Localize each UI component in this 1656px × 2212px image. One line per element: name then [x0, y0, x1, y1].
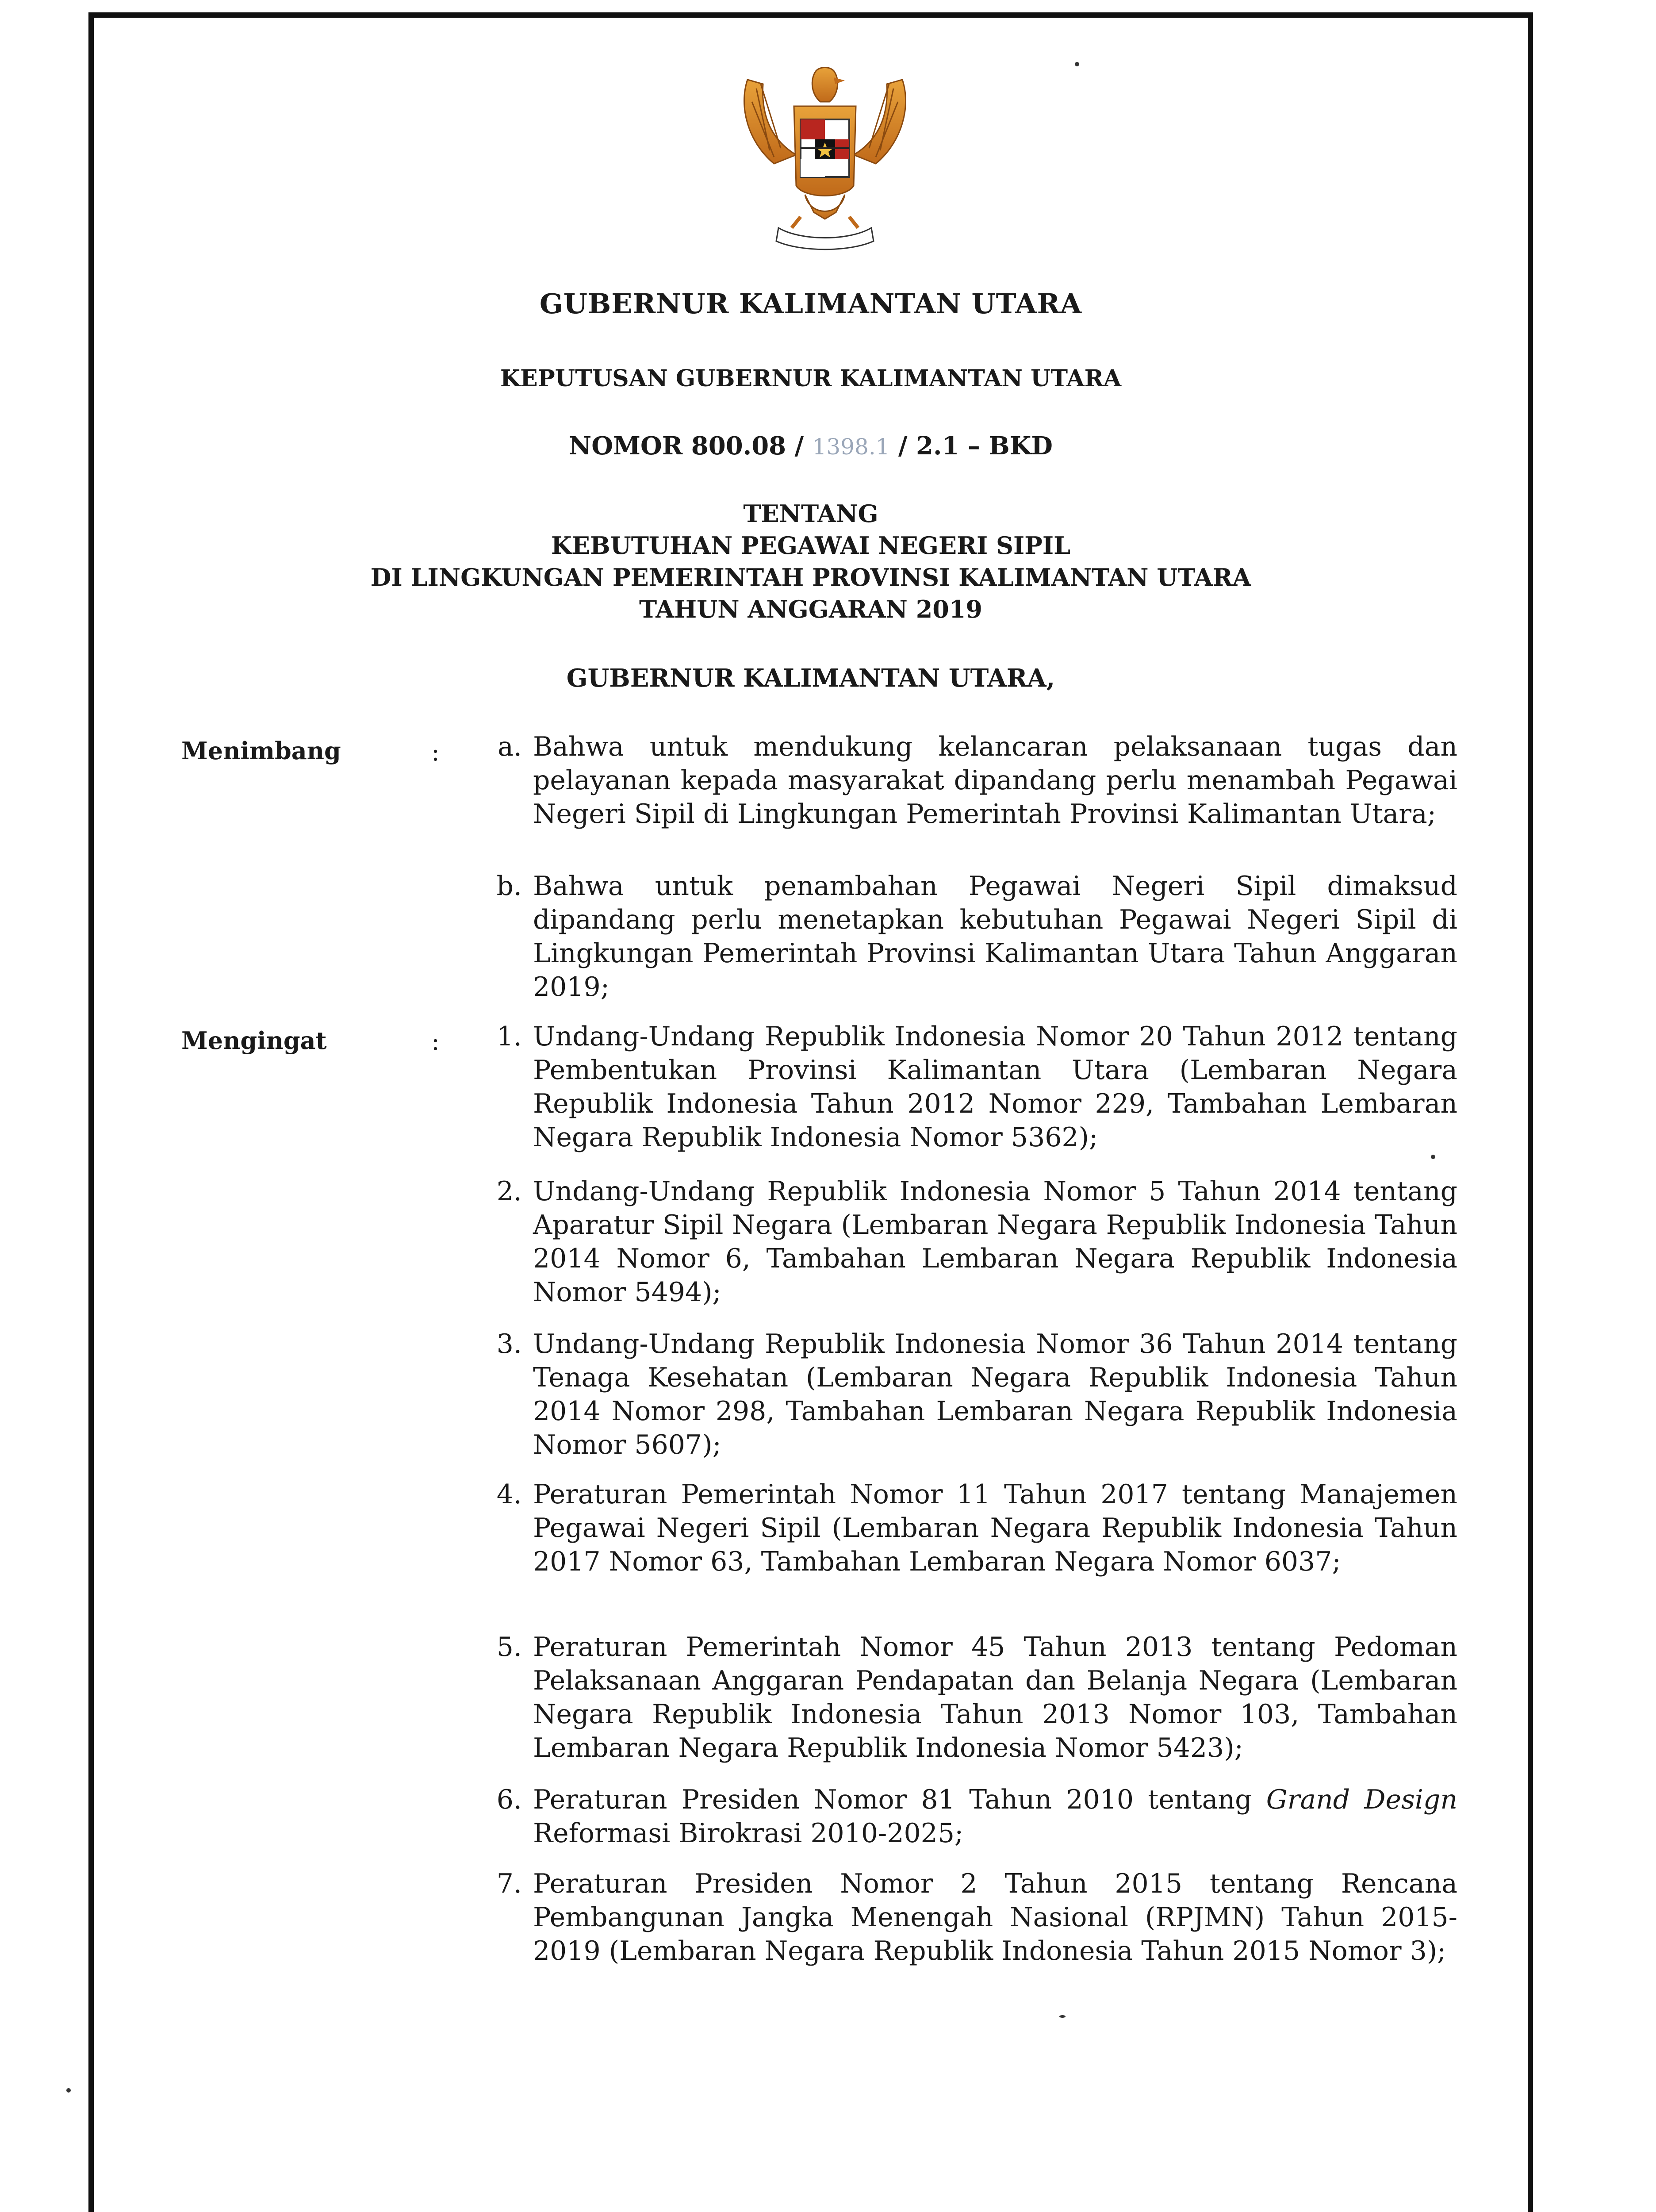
item-text-before: Peraturan Presiden Nomor 81 Tahun 2010 tentang: [533, 1784, 1252, 1815]
item-text: Peraturan Presiden Nomor 2 Tahun 2015 tentang Rencana Pembangunan Jangka Menengah Nasional (RPJMN) Tahun 2015-2019 (Lembaran Negara Republik Indonesia Tahun 2015 Nomor 3);: [533, 1868, 1457, 1966]
item-marker: 3.: [496, 1329, 522, 1359]
governor-closing: GUBERNUR KALIMANTAN UTARA,: [566, 664, 1055, 693]
scan-speck: [1059, 2015, 1066, 2018]
subject-line-3: TAHUN ANGGARAN 2019: [639, 595, 982, 623]
decree-number-suffix: / 2.1 – BKD: [898, 431, 1053, 461]
item-text: Undang-Undang Republik Indonesia Nomor 5 Tahun 2014 tentang Aparatur Sipil Negara (Lembaran Negara Republik Indonesia Tahun 2014 Nomor 6, Tambahan Lembaran Negara Republik Indonesia Nomor 5494);: [533, 1176, 1457, 1308]
garuda-emblem-icon: [721, 53, 929, 261]
subject-line-2: DI LINGKUNGAN PEMERINTAH PROVINSI KALIMANTAN UTARA: [370, 563, 1251, 591]
menimbang-label: Menimbang: [181, 737, 341, 765]
item-text: Undang-Undang Republik Indonesia Nomor 20 Tahun 2012 tentang Pembentukan Provinsi Kalimantan Utara (Lembaran Negara Republik Indonesia Tahun 2012 Nomor 229, Tambahan Lembaran Negara Republik Indonesia Nomor 5362);: [533, 1021, 1457, 1153]
item-marker: 2.: [496, 1176, 522, 1207]
mengingat-label: Mengingat: [181, 1026, 327, 1055]
item-marker: 6.: [496, 1784, 522, 1815]
item-marker: b.: [496, 871, 522, 902]
decree-title: KEPUTUSAN GUBERNUR KALIMANTAN UTARA: [500, 365, 1122, 392]
item-marker: 1.: [496, 1021, 522, 1052]
item-marker: a.: [498, 731, 522, 762]
scan-speck: [66, 2088, 71, 2093]
decree-subject: [88, 498, 1533, 625]
menimbang-colon: :: [431, 738, 440, 767]
item-text: Bahwa untuk mendukung kelancaran pelaksanaan tugas dan pelayanan kepada masyarakat dipandang perlu menambah Pegawai Negeri Sipil di Lingkungan Pemerintah Provinsi Kalimantan Utara;: [533, 731, 1457, 830]
item-text: Bahwa untuk penambahan Pegawai Negeri Sipil dimaksud dipandang perlu menetapkan kebutuhan Pegawai Negeri Sipil di Lingkungan Pemerintah Provinsi Kalimantan Utara Tahun Anggaran 2019;: [533, 871, 1457, 1002]
item-marker: 7.: [496, 1868, 522, 1899]
item-marker: 4.: [496, 1479, 522, 1510]
item-text: Peraturan Pemerintah Nomor 11 Tahun 2017 tentang Manajemen Pegawai Negeri Sipil (Lembaran Negara Republik Indonesia Tahun 2017 Nomor 63, Tambahan Lembaran Negara Nomor 6037;: [533, 1479, 1457, 1577]
mengingat-colon: :: [431, 1027, 440, 1056]
decree-number-value: 1398.1: [812, 434, 890, 460]
subject-line-1: KEBUTUHAN PEGAWAI NEGERI SIPIL: [551, 531, 1071, 560]
item-text: Peraturan Pemerintah Nomor 45 Tahun 2013 tentang Pedoman Pelaksanaan Anggaran Pendapatan dan Belanja Negara (Lembaran Negara Republik Indonesia Tahun 2013 Nomor 103, Tambahan Lembaran Negara Republik Indonesia Nomor 5423);: [533, 1632, 1457, 1763]
scan-speck: [1075, 62, 1079, 66]
item-text-after: Reformasi Birokrasi 2010-2025;: [533, 1818, 964, 1849]
item-text-italic: Grand Design: [1266, 1784, 1457, 1815]
tentang-label: TENTANG: [743, 499, 878, 528]
item-text: [533, 1783, 1457, 1850]
decree-number: [88, 431, 1533, 461]
scan-speck: [1431, 1155, 1435, 1159]
governor-title: GUBERNUR KALIMANTAN UTARA: [539, 288, 1082, 320]
item-text: Undang-Undang Republik Indonesia Nomor 36 Tahun 2014 tentang Tenaga Kesehatan (Lembaran Negara Republik Indonesia Tahun 2014 Nomor 298, Tambahan Lembaran Negara Republik Indonesia Nomor 5607);: [533, 1329, 1457, 1460]
decree-number-prefix: NOMOR 800.08 /: [569, 431, 804, 461]
item-marker: 5.: [496, 1632, 522, 1663]
